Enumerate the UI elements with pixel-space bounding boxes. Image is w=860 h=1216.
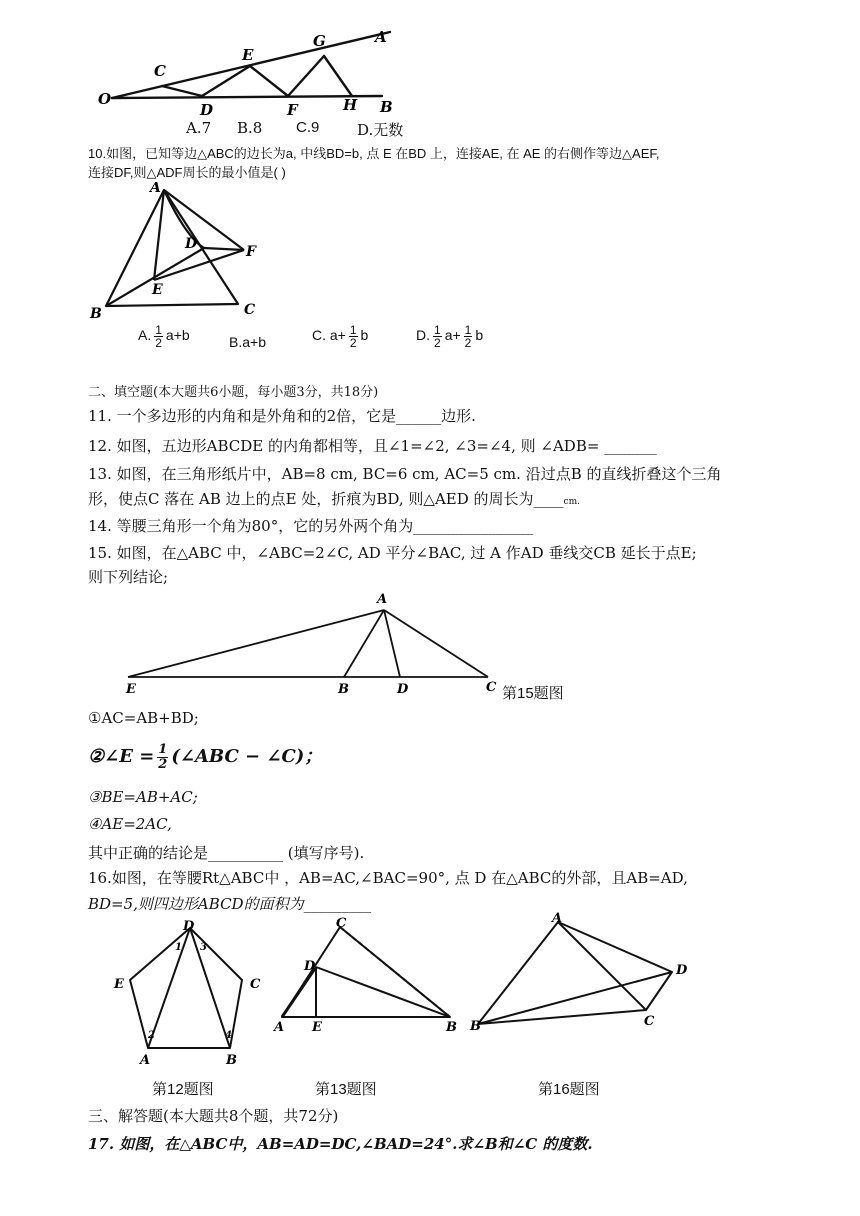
fig13-label-C: C	[336, 916, 347, 931]
q10-label-F: F	[246, 244, 256, 260]
fig15-caption: 第15题图	[502, 685, 564, 702]
q13-text-line1: 13. 如图，在三角形纸片中，AB=8 cm, BC=6 cm, AC=5 cm. 沿过点B 的直线折叠这个三角	[88, 465, 722, 483]
fig13-figure	[268, 915, 468, 1035]
q13-unit: cm.	[563, 497, 580, 507]
fig12-label-1: 1	[175, 942, 182, 953]
q9-label-D: D	[200, 101, 214, 119]
q12-text: 12. 如图，五边形ABCDE 的内角都相等，且∠1=∠2, ∠3=∠4, 则 ∠ADB= _______	[88, 437, 657, 455]
q10-label-D: D	[185, 236, 198, 252]
fig13-label-A: A	[274, 1020, 285, 1035]
section3-heading: 三、解答题(本大题共8个题，共72分)	[88, 1107, 339, 1125]
q10-text-line1: 10.如图，已知等边△ABC的边长为a, 中线BD=b, 点 E 在BD 上，连接AE, 在 AE 的右侧作等边△AEF,	[88, 146, 660, 161]
conclusion-2: ②∠E = $\frac{1}{2}$ (∠ABC − ∠C)；	[88, 741, 323, 772]
q17-text: 17. 如图，在△ABC中，AB=AD=DC,∠BAD=24°.求∠B和∠C 的度数.	[88, 1135, 593, 1153]
fig16-label-C: C	[644, 1014, 655, 1029]
fig12-caption: 第12题图	[152, 1081, 214, 1098]
q16-text-line2: BD=5,则四边形ABCD的面积为_________	[88, 895, 372, 913]
fig12-label-D: D	[183, 919, 195, 934]
q13-text-line2	[88, 488, 580, 509]
fig16-caption: 第16题图	[538, 1081, 600, 1098]
q10-label-A: A	[150, 182, 161, 196]
fig16-figure	[468, 910, 698, 1040]
fig16-label-B: B	[470, 1019, 481, 1034]
q9-figure	[90, 20, 410, 120]
q9-label-O: O	[98, 90, 112, 108]
q15-label-A: A	[377, 592, 388, 607]
q9-option-b: B.8	[237, 119, 263, 137]
q15-text-line2: 则下列结论;	[88, 568, 169, 586]
section2-heading: 二、填空题(本大题共6小题，每小题3分，共18分)	[88, 385, 379, 400]
q15-figure	[118, 585, 508, 697]
fig12-label-3: 3	[200, 942, 207, 953]
fig12-figure	[108, 918, 268, 1068]
q9-label-G: G	[313, 32, 326, 50]
q10-figure	[86, 182, 276, 322]
q10-label-C: C	[244, 302, 256, 318]
q15-text-line1: 15. 如图，在△ABC 中，∠ABC=2∠C, AD 平分∠BAC, 过 A 作AD 垂线交CB 延长于点E;	[88, 544, 697, 562]
fig13-label-E: E	[312, 1020, 322, 1035]
q10-label-E: E	[152, 282, 163, 298]
q9-option-c: C.9	[296, 119, 320, 136]
q9-option-d: D.无数	[357, 121, 404, 139]
q15-label-D: D	[397, 682, 409, 697]
fig12-label-2: 2	[148, 1030, 155, 1041]
conclusion-4: ④AE=2AC,	[88, 815, 172, 833]
q16-text-line1: 16.如图，在等腰Rt△ABC中 ，AB=AC,∠BAC=90°, 点 D 在△ABC的外部，且AB=AD,	[88, 869, 688, 887]
fig12-label-E: E	[114, 977, 124, 992]
fig12-label-A: A	[140, 1053, 151, 1068]
q9-label-F: F	[287, 101, 298, 119]
q11-text: 11. 一个多边形的内角和是外角和的2倍，它是______边形.	[88, 407, 476, 425]
q10-option-b: B.a+b	[229, 334, 266, 350]
q10-label-B: B	[90, 306, 102, 322]
q13-text-line2-main: 形，使点C 落在 AB 边上的点E 处，折痕为BD, 则△AED 的周长为____	[88, 490, 564, 508]
fig12-label-4: 4	[225, 1030, 232, 1041]
q15-label-C: C	[486, 680, 497, 695]
q9-label-C: C	[154, 62, 166, 80]
fig16-label-A: A	[552, 911, 563, 926]
fig12-label-B: B	[226, 1053, 237, 1068]
fig13-label-D: D	[304, 959, 316, 974]
q10-option-a: A. $\frac{1}{2}$ a+b	[138, 323, 190, 350]
q10-option-d: D. $\frac{1}{2}$ a+ $\frac{1}{2}$ b	[416, 323, 484, 350]
fig16-label-D: D	[676, 963, 688, 978]
q9-label-A: A	[375, 28, 387, 46]
q9-option-a: A.7	[186, 119, 212, 137]
q9-label-H: H	[343, 96, 358, 114]
conclusion-1: ①AC=AB+BD;	[88, 709, 199, 727]
fig13-caption: 第13题图	[315, 1081, 377, 1098]
q15-label-B: B	[338, 682, 349, 697]
q10-option-c: C. a+ $\frac{1}{2}$ b	[312, 323, 369, 350]
conclusion-3: ③BE=AB+AC;	[88, 788, 198, 806]
q9-label-B: B	[380, 98, 393, 116]
q10-text-line2: 连接DF,则△ADF周长的最小值是( )	[88, 165, 286, 180]
conclusion-answer: 其中正确的结论是__________ (填写序号).	[88, 844, 365, 862]
q14-text: 14. 等腰三角形一个角为80°，它的另外两个角为________________	[88, 517, 534, 535]
fig12-label-C: C	[250, 977, 261, 992]
q15-label-E: E	[126, 682, 136, 697]
q9-label-E: E	[242, 46, 254, 64]
fig13-label-B: B	[446, 1020, 457, 1035]
